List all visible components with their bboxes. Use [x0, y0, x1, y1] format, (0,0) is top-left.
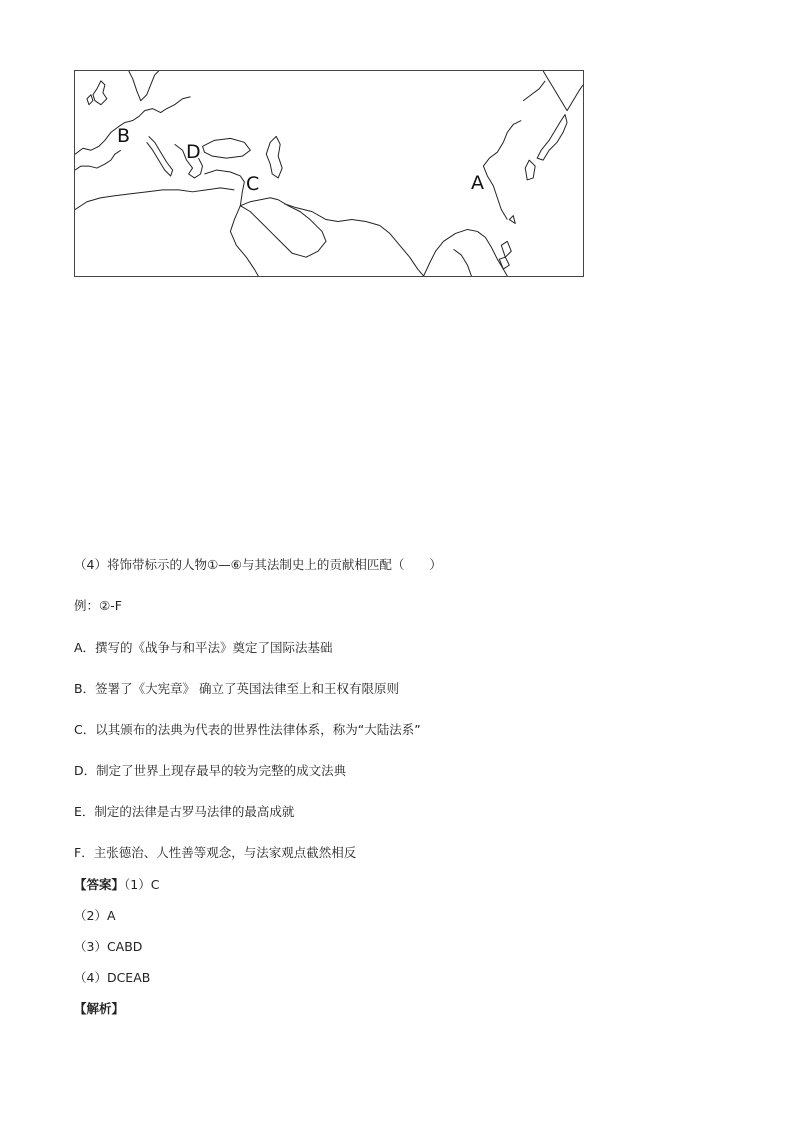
- answer-tag: 【答案】: [74, 877, 125, 892]
- map-label-b: B: [117, 125, 131, 147]
- analysis-tag: [74, 1001, 124, 1017]
- map-figure: [74, 70, 584, 277]
- answer-4: （4）DCEAB: [74, 970, 151, 985]
- question-4-prompt: （4）将饰带标示的人物①—⑥与其法制史上的贡献相匹配（ ）: [74, 557, 442, 572]
- map-label-d: D: [186, 141, 201, 163]
- answer-2: （2）A: [74, 908, 116, 923]
- analysis-label: 【解析】: [74, 1001, 125, 1016]
- question-4-example: 例：②-F: [74, 598, 122, 613]
- eurasia-outline-map: [75, 71, 583, 276]
- option-d: D．制定了世界上现存最早的较为完整的成文法典: [74, 763, 347, 778]
- answer-line: [74, 877, 159, 893]
- map-label-c: C: [246, 173, 260, 195]
- option-f: F．主张德治、人性善等观念，与法家观点截然相反: [74, 845, 357, 860]
- answer-3: （3）CABD: [74, 939, 143, 954]
- map-label-a: A: [471, 172, 484, 194]
- answer-1: （1）C: [124, 877, 160, 892]
- option-c: C．以其颁布的法典为代表的世界性法律体系，称为“大陆法系”: [74, 722, 421, 737]
- option-b: B．签署了《大宪章》 确立了英国法律至上和王权有限原则: [74, 681, 400, 696]
- option-a: A．撰写的《战争与和平法》奠定了国际法基础: [74, 640, 333, 655]
- option-e: E．制定的法律是古罗马法律的最高成就: [74, 804, 295, 819]
